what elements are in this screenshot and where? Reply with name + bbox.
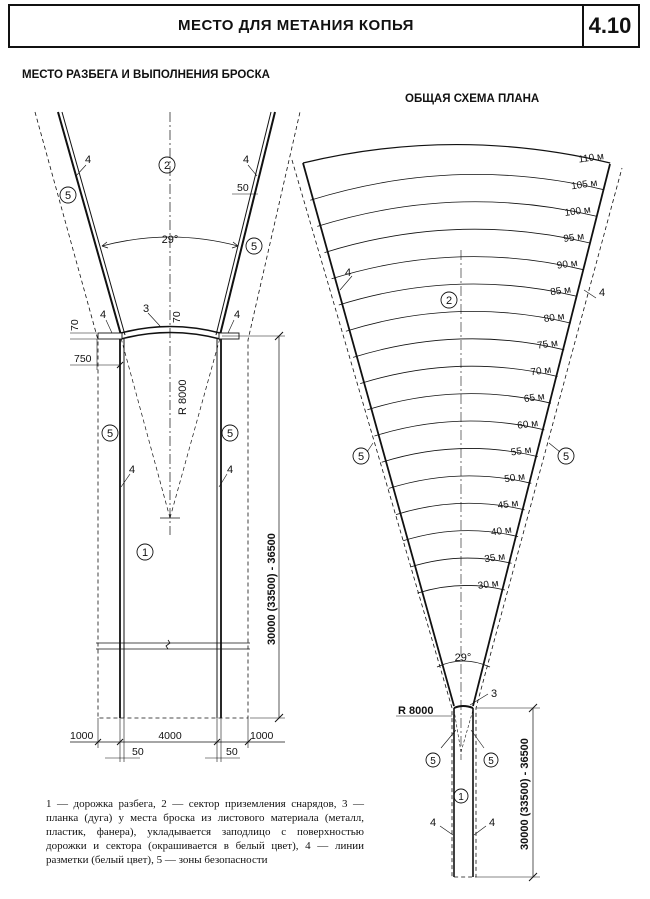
- distance-arc: [332, 257, 584, 279]
- left-marker-runway: 1: [141, 547, 149, 559]
- distance-arc: [339, 284, 578, 305]
- left-section-title: МЕСТО РАЗБЕГА И ВЫПОЛНЕНИЯ БРОСКА: [22, 69, 270, 81]
- distance-label: 50 м: [503, 471, 526, 486]
- dim-arc-offset-center: 70: [171, 311, 183, 323]
- left-marker-line-e: 4: [128, 464, 136, 476]
- right-section-title: ОБЩАЯ СХЕМА ПЛАНА: [405, 93, 540, 105]
- dim-left-zone: 1000: [70, 730, 94, 742]
- distance-label: 30 м: [477, 578, 500, 592]
- dim-offset-750: 750: [74, 353, 92, 365]
- distance-label: 40 м: [490, 524, 513, 539]
- distance-arc: [310, 174, 604, 200]
- distance-arc-outer: [303, 145, 610, 166]
- left-marker-zone-d: 5: [226, 428, 234, 440]
- right-marker-runway: 1: [458, 792, 464, 803]
- distance-label: 95 м: [562, 231, 585, 245]
- left-marker-zone-a: 5: [64, 190, 72, 202]
- right-marker-line-c: 4: [429, 817, 437, 829]
- distance-label: 85 м: [549, 284, 572, 299]
- left-drawing: [35, 112, 300, 762]
- distance-arc: [360, 366, 557, 383]
- right-marker-line-d: 4: [488, 817, 496, 829]
- distance-label: 105 м: [570, 177, 599, 193]
- distance-label: 35 м: [483, 551, 506, 566]
- left-marker-line-a: 4: [84, 154, 92, 166]
- right-marker-line-a: 4: [344, 267, 352, 279]
- right-angle-label: 29°: [454, 652, 472, 664]
- page-number: 4.10: [588, 13, 632, 38]
- left-angle-label: 29°: [161, 234, 179, 246]
- left-radius-label: R 8000: [177, 379, 189, 415]
- left-marker-board: 3: [142, 303, 150, 315]
- legend-caption: 1 — дорожка разбега, 2 — сектор приземления снарядов, 3 — планка (дуга) у места броска из листового материала (металл, пластик, фанера), укладывается заподлицо с поверхностью дорожки и сектора (окрашивается в белый цвет), 4 — линии разметки (белый цвет), 5 — зоны безопасности: [46, 798, 364, 866]
- right-drawing: [292, 145, 622, 881]
- distance-labels: [477, 151, 605, 592]
- distance-arc: [325, 229, 591, 252]
- distance-label: 55 м: [510, 444, 533, 459]
- left-marker-line-d: 4: [233, 309, 241, 321]
- distance-label: 45 м: [497, 497, 520, 512]
- dim-line-left: 50: [132, 746, 144, 758]
- distance-arc: [317, 202, 597, 227]
- right-length-label: 30000 (33500) - 36500: [519, 738, 531, 850]
- distance-label: 75 м: [536, 337, 559, 352]
- right-marker-zone-a: 5: [357, 451, 365, 463]
- dim-arc-offset-left: 70: [69, 319, 81, 331]
- left-length-label: 30000 (33500) - 36500: [266, 533, 278, 645]
- dim-runway-width: 4000: [158, 730, 182, 742]
- distance-label: 90 м: [556, 257, 579, 272]
- distance-arc: [353, 339, 564, 358]
- right-radius-label: R 8000: [398, 705, 434, 717]
- sector-line-right-plan: [473, 164, 610, 706]
- left-marker-zone-c: 5: [106, 428, 114, 440]
- right-marker-zone-b: 5: [562, 451, 570, 463]
- distance-label: 100 м: [563, 204, 592, 220]
- right-marker-zone-d: 5: [488, 756, 494, 767]
- sector-line-right: [220, 112, 275, 335]
- page-title: МЕСТО ДЛЯ МЕТАНИЯ КОПЬЯ: [10, 6, 584, 46]
- distance-label: 110 м: [577, 151, 605, 166]
- right-marker-line-b: 4: [598, 287, 606, 299]
- right-marker-zone-c: 5: [430, 756, 436, 767]
- sector-line-left: [58, 112, 121, 335]
- right-marker-board: 3: [490, 688, 498, 700]
- right-marker-sector: 2: [445, 295, 453, 307]
- distance-arc: [346, 311, 571, 331]
- left-safety-zone-outline: [35, 112, 300, 718]
- left-marker-sector: 2: [163, 160, 171, 172]
- dim-line-right: 50: [226, 746, 238, 758]
- left-marker-line-c: 4: [99, 309, 107, 321]
- distance-label: 60 м: [516, 417, 539, 432]
- dim-line-width-top: 50: [237, 182, 249, 194]
- distance-label: 80 м: [543, 311, 566, 325]
- distance-label: 65 м: [523, 391, 546, 406]
- left-marker-line-b: 4: [242, 154, 250, 166]
- dim-right-zone: 1000: [250, 730, 274, 742]
- left-marker-line-f: 4: [226, 464, 234, 476]
- distance-label: 70 м: [529, 364, 553, 379]
- left-marker-zone-b: 5: [250, 241, 258, 253]
